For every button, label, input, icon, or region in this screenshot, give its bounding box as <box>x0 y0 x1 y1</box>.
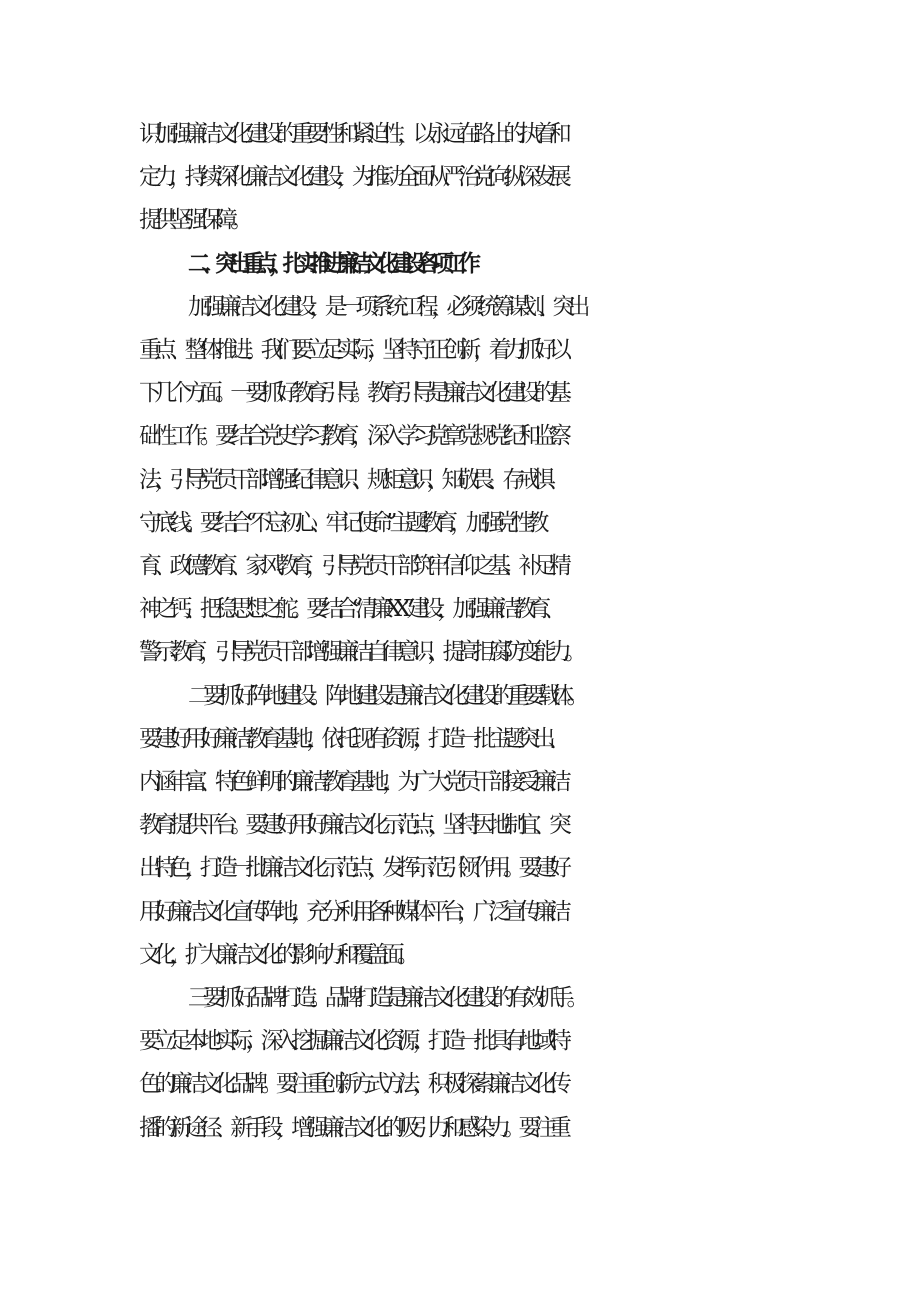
body-text-line: 要立足本地实际，深入挖掘廉洁文化资源，打造一批具 有地域特 <box>139 1028 565 1054</box>
body-text-line: 警示教育，引导党员 干部增强廉洁自律意识，提高拒腐防变能力。 <box>139 639 580 665</box>
body-text-line: 出特色，打造一批廉洁文化示范点，发挥 示范引领作用。要建好 <box>139 855 565 881</box>
body-text-line: 重点、整体推进。我们要立足实际，坚持守正创新，着 力抓好以 <box>139 337 565 363</box>
section-heading: 二、突出重点，扎实推进廉洁文化建设各项工作 <box>188 251 472 277</box>
body-text-line: 用好廉洁文化宣传阵地，充分利用各 种媒体平台，广泛宣传廉洁 <box>139 899 565 925</box>
body-text-line: 础性工作。要结合党史学习教育，深入学习党 章党规党纪和监察 <box>139 423 565 449</box>
body-text-line: 内涵丰富、特色鲜明的廉洁教育基地，为广大党员 干部接受廉洁 <box>139 769 565 795</box>
body-text-line: 三要抓好品牌打造。品牌打造是廉洁文化建设的有效抓 手。 <box>188 985 582 1011</box>
body-text-line: 色的廉洁文化品牌。要注重创新方式方法，积极探 索廉洁文化传 <box>139 1071 565 1097</box>
body-text-line: 文化，扩大廉洁文化的影响力和 覆盖面。 <box>139 942 413 968</box>
body-text-line: 守底线。要结合“不忘初心、牢记使 命”主题教育，加强党性教 <box>139 510 542 536</box>
body-text-line: 播的新途径、新手段，增强廉洁文化的吸引力 和感染力。要注重 <box>139 1115 565 1141</box>
body-text-line: 神之钙、把稳思想之舵。要 结合“清廉XX”建设，加强廉洁教育、 <box>139 596 559 622</box>
body-text-line: 提供坚强保障。 <box>139 207 246 233</box>
body-text-line: 育、政德教育、家风教育，引导 党员干部筑牢信仰之基、补足精 <box>139 553 565 579</box>
body-text-line: 下几个方面。一要抓好教育引导。教育引导是廉洁 文化建设的基 <box>139 380 565 406</box>
body-text-line: 识加强廉洁文化建设的重要性和紧迫性，以永 远在路上的执着和 <box>139 121 565 147</box>
body-text-line: 教育提供平台。要建好用好廉洁文化示范点， 坚持因地制宜、突 <box>139 812 565 838</box>
body-text-line: 加强廉洁文化建设，是一项系统工程，必须统筹谋划、 突出 <box>188 294 583 320</box>
body-text-line: 定力，持续深化廉洁文化建设，为推动全 面从严治党向纵深发展 <box>139 164 565 190</box>
body-text-line: 要建好用好廉洁教育基地，依托现有资源，打造一批主 题突出、 <box>139 726 564 752</box>
body-text-line: 法，引导党员干部增强纪律意识、规矩意 识，知敬畏、存戒惧、 <box>139 467 564 493</box>
body-text-line: 二要抓好阵地建设。阵地建设是廉洁文化建设的重要载 体。 <box>188 683 582 709</box>
